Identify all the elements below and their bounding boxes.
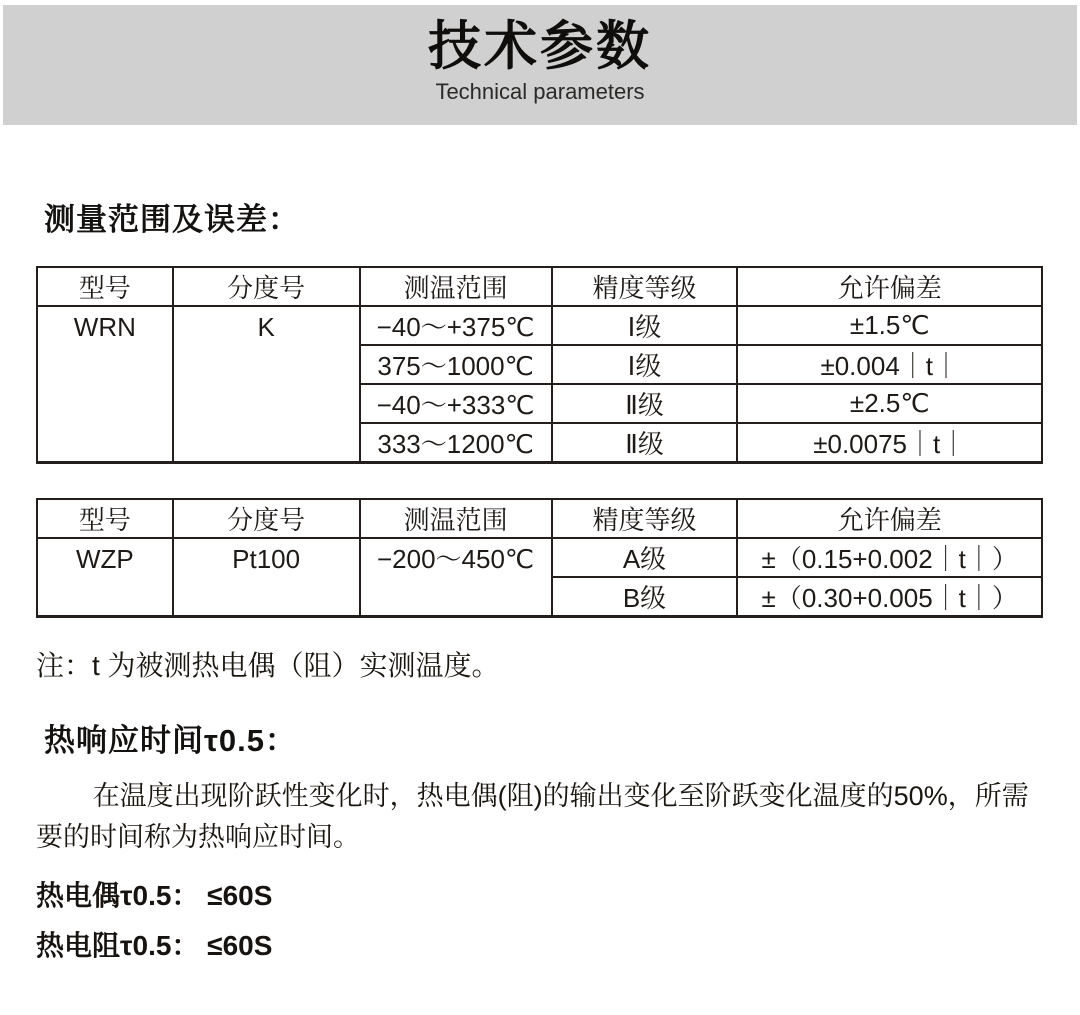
grade-cell: Ⅰ级 [552, 306, 738, 345]
model-cell: WZP [37, 538, 173, 617]
range-cell: 333～1200℃ [360, 423, 552, 463]
grade-cell: B级 [552, 577, 738, 617]
grade-cell: Ⅰ级 [552, 345, 738, 384]
column-header-graduation: 分度号 [173, 499, 360, 538]
range-cell: 375～1000℃ [360, 345, 552, 384]
section-heading-response-time: 热响应时间τ0.5： [44, 723, 297, 758]
table-header-row [37, 267, 1042, 306]
page-content [36, 197, 1044, 966]
note-text: 注：t 为被测热电偶（阻）实测温度。 [36, 650, 500, 681]
column-header-deviation: 允许偏差 [737, 499, 1042, 538]
model-cell: WRN [37, 306, 173, 463]
column-header-grade: 精度等级 [552, 267, 738, 306]
grade-cell: Ⅱ级 [552, 384, 738, 423]
deviation-cell: ±2.5℃ [737, 384, 1042, 423]
rtd-response-line: 热电阻τ0.5： ≤60S [36, 930, 273, 961]
deviation-cell: ±1.5℃ [737, 306, 1042, 345]
column-header-graduation: 分度号 [173, 267, 360, 306]
grade-cell: A级 [552, 538, 738, 577]
range-cell: −40～+333℃ [360, 384, 552, 423]
grade-cell: Ⅱ级 [552, 423, 738, 463]
column-header-range: 测温范围 [360, 499, 552, 538]
section-heading-measurement-range: 测量范围及误差： [44, 202, 300, 237]
deviation-cell: ±（0.30+0.005｜t｜） [737, 577, 1042, 617]
deviation-cell: ±0.0075｜t｜ [737, 423, 1042, 463]
column-header-model: 型号 [37, 499, 173, 538]
header-banner [3, 5, 1077, 125]
measurement-table-wrn [36, 266, 1043, 464]
deviation-cell: ±0.004｜t｜ [737, 345, 1042, 384]
column-header-grade: 精度等级 [552, 499, 738, 538]
range-cell: −40～+375℃ [360, 306, 552, 345]
measurement-table-wzp [36, 498, 1043, 618]
column-header-model: 型号 [37, 267, 173, 306]
column-header-deviation: 允许偏差 [737, 267, 1042, 306]
page-subtitle: Technical parameters [435, 79, 645, 104]
column-header-range: 测温范围 [360, 267, 552, 306]
page-title: 技术参数 [428, 17, 652, 76]
table-row [37, 538, 1042, 577]
table-row [37, 306, 1042, 345]
graduation-cell: Pt100 [173, 538, 360, 617]
thermocouple-response-line: 热电偶τ0.5： ≤60S [36, 880, 273, 911]
response-time-description: 在温度出现阶跃性变化时，热电偶(阻)的输出变化至阶跃变化温度的50%，所需要的时间称为热响应时间。 [36, 781, 1029, 852]
range-cell: −200～450℃ [360, 538, 552, 617]
graduation-cell: K [173, 306, 360, 463]
deviation-cell: ±（0.15+0.002｜t｜） [737, 538, 1042, 577]
table-header-row [37, 499, 1042, 538]
